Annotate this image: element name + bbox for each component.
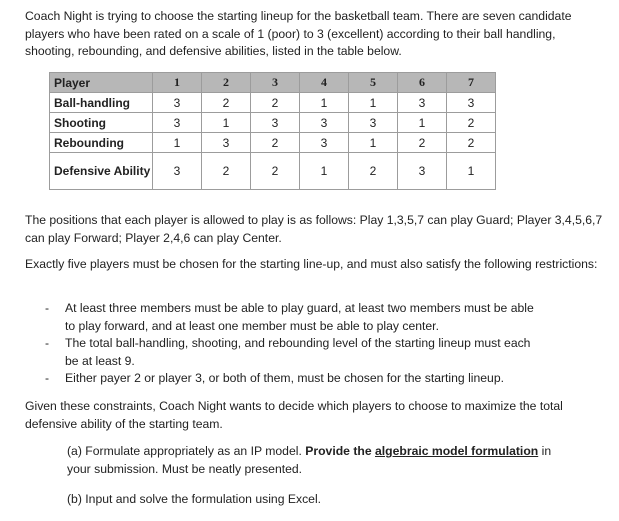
table-cell: 1 <box>202 113 251 133</box>
table-cell: 3 <box>398 93 447 113</box>
table-row <box>50 153 496 190</box>
list-item: - Either payer 2 or player 3, or both of them, must be chosen for the starting lineup. <box>45 371 504 385</box>
positions-paragraph: The positions that each player is allowed to play is as follows: Play 1,3,5,7 can play Guard; Player 3,4,5,6,7 can play Forward; Player 2,4,6 can play Center. <box>25 213 603 245</box>
table-cell: 1 <box>349 133 398 153</box>
restriction-text: At least three members must be able to play guard, at least two members must be able to play forward, and at least one member must be able to play center. <box>65 301 534 333</box>
objective-paragraph: Given these constraints, Coach Night wants to decide which players to choose to maximize the total defensive ability of the starting team. <box>25 399 563 431</box>
header-player-7: 7 <box>447 73 496 93</box>
table-cell: 1 <box>398 113 447 133</box>
table-cell: 3 <box>202 133 251 153</box>
intro-paragraph: Coach Night is trying to choose the starting lineup for the basketball team. There are seven candidate players who have been rated on a scale of 1 (poor) to 3 (excellent) according to their ball handling, shooting, rebounding, and defensive abilities, listed in the table below. <box>25 9 572 58</box>
restrictions-list <box>45 300 540 388</box>
table-cell: 2 <box>251 133 300 153</box>
table-cell: 1 <box>300 93 349 113</box>
table-cell: 3 <box>300 133 349 153</box>
part-a-bold: Provide the <box>305 444 375 458</box>
restriction-text: Either payer 2 or player 3, or both of them, must be chosen for the starting lineup. <box>65 371 504 385</box>
header-player-2: 2 <box>202 73 251 93</box>
table-cell: 2 <box>349 153 398 190</box>
table-row <box>50 93 496 113</box>
table-cell: 1 <box>447 153 496 190</box>
table-cell: 3 <box>251 113 300 133</box>
table-cell: 3 <box>398 153 447 190</box>
table-cell: 3 <box>153 113 202 133</box>
list-item: - The total ball-handling, shooting, and rebounding level of the starting lineup must each be at least 9. <box>45 336 531 368</box>
table-cell: 1 <box>153 133 202 153</box>
part-a <box>67 443 552 478</box>
table-cell: 2 <box>202 93 251 113</box>
player-ratings-table <box>49 72 496 190</box>
part-a-prefix: (a) Formulate appropriately as an IP model. <box>67 444 306 458</box>
table-cell: 2 <box>251 93 300 113</box>
table-cell: 3 <box>447 93 496 113</box>
table-cell: 1 <box>300 153 349 190</box>
header-player-3: 3 <box>251 73 300 93</box>
row-label: Shooting <box>50 113 153 133</box>
list-item: - At least three members must be able to play guard, at least two members must be able to play forward, and at least one member must be able to play center. <box>45 301 534 333</box>
part-a-suffix: in your submission. Must be neatly presented. <box>67 444 552 476</box>
table-cell: 1 <box>349 93 398 113</box>
row-label: Rebounding <box>50 133 153 153</box>
table-cell: 3 <box>153 93 202 113</box>
row-label: Defensive Ability <box>50 153 153 190</box>
part-b: (b) Input and solve the formulation using Excel. <box>67 492 322 506</box>
header-player-1: 1 <box>153 73 202 93</box>
restriction-text: The total ball-handling, shooting, and rebounding level of the starting lineup must each be at least 9. <box>65 336 531 368</box>
table-cell: 2 <box>398 133 447 153</box>
table-cell: 2 <box>202 153 251 190</box>
restrictions-intro: Exactly five players must be chosen for the starting line-up, and must also satisfy the following restrictions: <box>25 257 598 271</box>
table-cell: 2 <box>447 133 496 153</box>
table-row <box>50 113 496 133</box>
table-row <box>50 133 496 153</box>
header-player-6: 6 <box>398 73 447 93</box>
row-label: Ball-handling <box>50 93 153 113</box>
table-header-row <box>50 73 496 93</box>
table-cell: 2 <box>251 153 300 190</box>
header-player: Player <box>50 73 153 93</box>
table-cell: 3 <box>300 113 349 133</box>
table-cell: 3 <box>153 153 202 190</box>
part-a-underlined: algebraic model formulation <box>375 444 539 458</box>
table-cell: 3 <box>349 113 398 133</box>
table-cell: 2 <box>447 113 496 133</box>
header-player-5: 5 <box>349 73 398 93</box>
header-player-4: 4 <box>300 73 349 93</box>
